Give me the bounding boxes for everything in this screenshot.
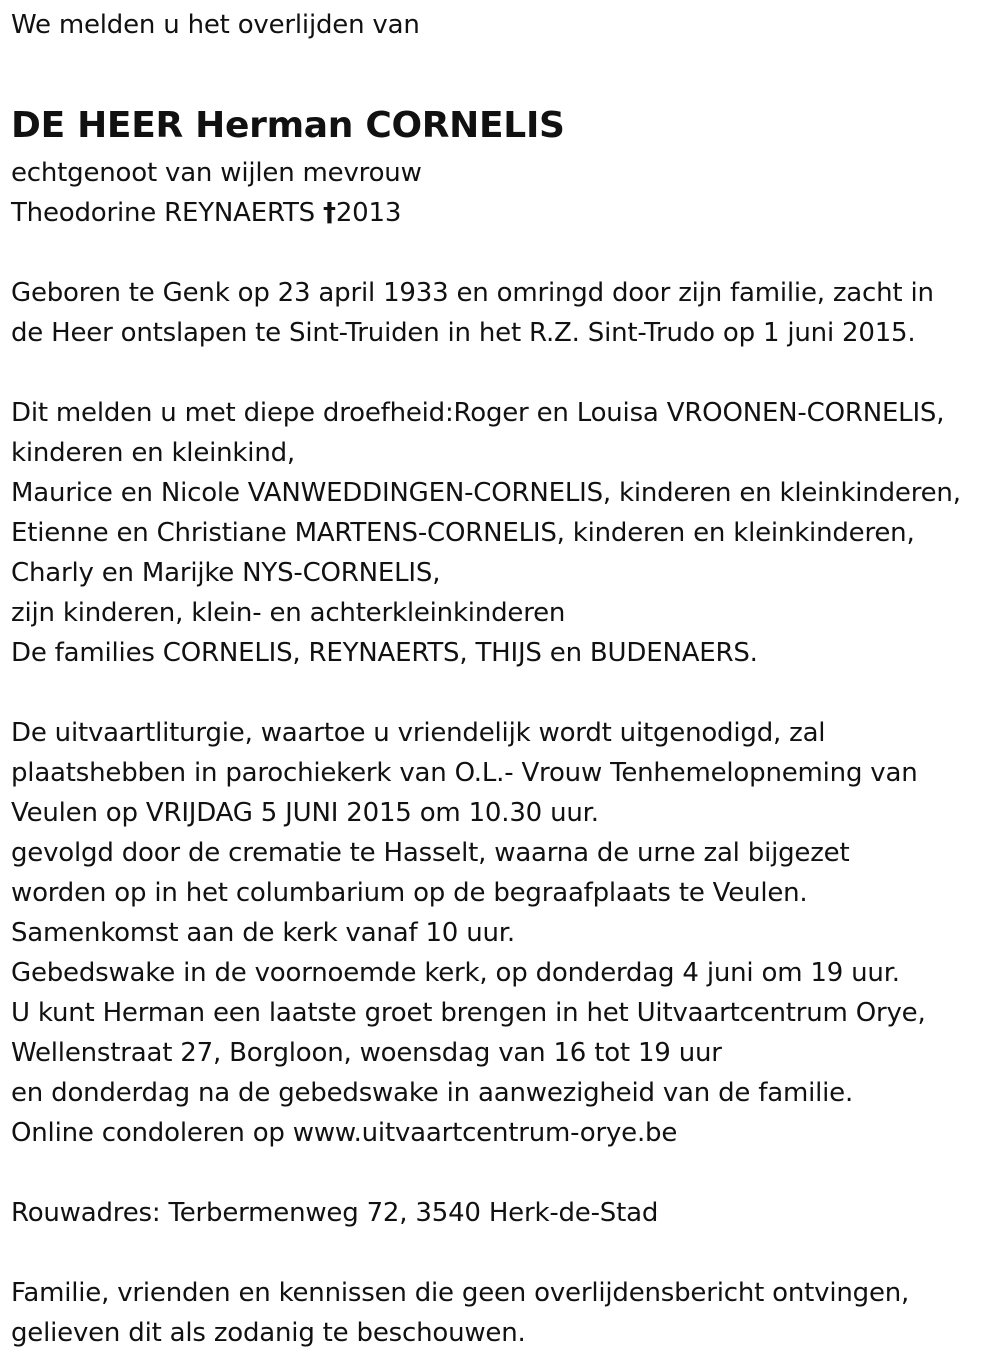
spacer — [11, 1233, 996, 1273]
spouse-line — [11, 193, 996, 233]
funeral-section — [11, 713, 996, 1153]
funeral-line: gevolgd door de crematie te Hasselt, waarna de urne zal bijgezet — [11, 838, 850, 868]
family-line: Maurice en Nicole VANWEDDINGEN-CORNELIS, kinderen en kleinkinderen, — [11, 478, 961, 508]
closing-line: gelieven dit als zodanig te beschouwen. — [11, 1318, 526, 1348]
mourning-address: Rouwadres: Terbermenweg 72, 3540 Herk-de-Stad — [11, 1198, 659, 1228]
funeral-line: Gebedswake in de voornoemde kerk, op donderdag 4 juni om 19 uur. — [11, 958, 900, 988]
funeral-line: Wellenstraat 27, Borgloon, woensdag van 16 tot 19 uur — [11, 1038, 722, 1068]
funeral-line: Samenkomst aan de kerk vanaf 10 uur. — [11, 918, 515, 948]
closing-line: Familie, vrienden en kennissen die geen overlijdensbericht ontvingen, — [11, 1278, 910, 1308]
spacer — [11, 673, 996, 713]
family-line: Charly en Marijke NYS-CORNELIS, — [11, 558, 441, 588]
family-line: kinderen en kleinkind, — [11, 438, 295, 468]
funeral-line: worden op in het columbarium op de begraafplaats te Veulen. — [11, 878, 808, 908]
funeral-line: en donderdag na de gebedswake in aanwezigheid van de familie. — [11, 1078, 854, 1108]
birth-death-line: de Heer ontslapen te Sint-Truiden in het R.Z. Sint-Trudo op 1 juni 2015. — [11, 318, 916, 348]
family-line: zijn kinderen, klein- en achterkleinkinderen — [11, 598, 566, 628]
spouse-death-year: 2013 — [335, 198, 402, 228]
funeral-line: Online condoleren op www.uitvaartcentrum-orye.be — [11, 1118, 678, 1148]
cross-icon: † — [323, 198, 336, 228]
intro-text: We melden u het overlijden van — [11, 10, 420, 40]
spouse-relation: echtgenoot van wijlen mevrouw — [11, 158, 422, 188]
family-section — [11, 393, 996, 673]
birth-death-line: Geboren te Genk op 23 april 1933 en omringd door zijn familie, zacht in — [11, 278, 934, 308]
spacer — [11, 1153, 996, 1193]
birth-death-section — [11, 273, 996, 353]
family-line: Dit melden u met diepe droefheid:Roger en Louisa VROONEN-CORNELIS, — [11, 398, 945, 428]
family-line: Etienne en Christiane MARTENS-CORNELIS, kinderen en kleinkinderen, — [11, 518, 915, 548]
closing-section — [11, 1273, 996, 1353]
funeral-line: U kunt Herman een laatste groet brengen in het Uitvaartcentrum Orye, — [11, 998, 926, 1028]
spouse-name: Theodorine REYNAERTS — [11, 198, 323, 228]
spacer — [11, 233, 996, 273]
spacer — [11, 353, 996, 393]
obituary-notice — [11, 5, 996, 1353]
family-line: De families CORNELIS, REYNAERTS, THIJS en BUDENAERS. — [11, 638, 758, 668]
deceased-name: DE HEER Herman CORNELIS — [11, 105, 565, 146]
funeral-line: Veulen op VRIJDAG 5 JUNI 2015 om 10.30 uur. — [11, 798, 599, 828]
funeral-line: De uitvaartliturgie, waartoe u vriendelijk wordt uitgenodigd, zal — [11, 718, 826, 748]
funeral-line: plaatshebben in parochiekerk van O.L.- Vrouw Tenhemelopneming van — [11, 758, 918, 788]
